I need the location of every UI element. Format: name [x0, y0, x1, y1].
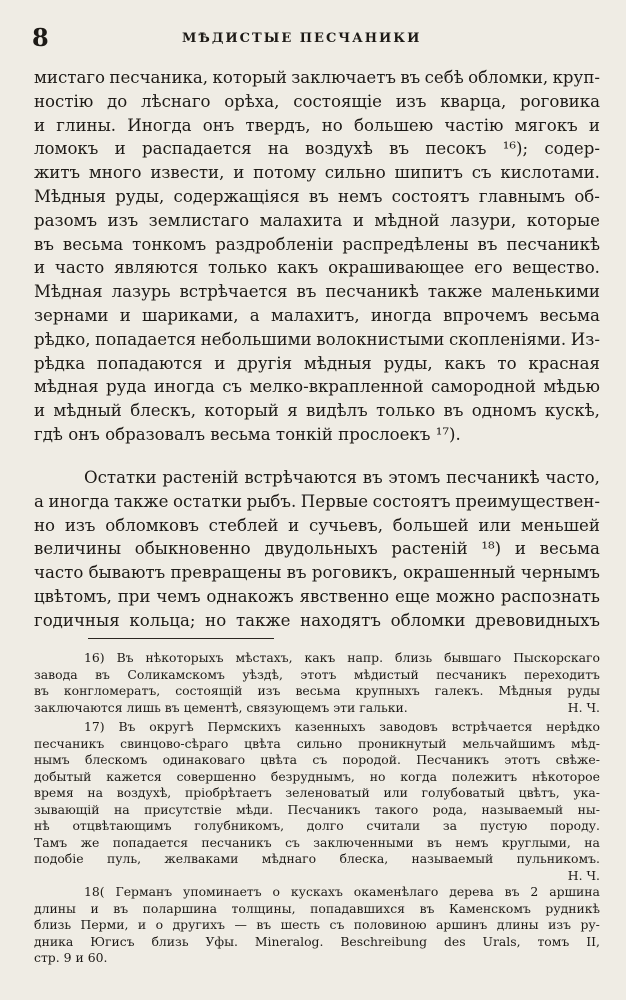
- text-line: ностію до лѣснаго орѣха, состоящіе изъ кварца, роговика: [34, 91, 600, 111]
- footnote-line: добытый кажется совершенно безруднымъ, но когда полежитъ нѣкоторое: [34, 768, 600, 784]
- footnote-line: стр. 9 и 60.: [34, 950, 108, 965]
- text-line: ломокъ и распадается на воздухѣ въ песокъ ¹⁶); содер-: [34, 139, 600, 159]
- footnote-line: зывающій на присутствіе мѣди. Песчаникъ такого рода, называемый ны-: [34, 801, 600, 817]
- text-line: мистаго песчаника, который заключаетъ въ себѣ обломки, круп-: [34, 68, 600, 87]
- text-line: житъ много извести, и потому сильно шипитъ съ кислотами.: [34, 163, 600, 183]
- footnote-signature: Н. Ч.: [567, 699, 600, 715]
- page-number: 8: [32, 23, 49, 52]
- footnote-separator: [88, 638, 274, 639]
- text-line: Остатки растеній встрѣчаются въ этомъ песчаникѣ часто,: [84, 468, 600, 487]
- footnote-line: 16) Въ нѣкоторыхъ мѣстахъ, какъ напр. близь бывшаго Пыскорскаго: [84, 650, 600, 665]
- text-line: и глины. Иногда онъ твердъ, но большею частію мягокъ и: [34, 115, 600, 135]
- footnote-line: 18( Германъ упоминаетъ о кускахъ окаменѣлаго дерева въ 2 аршина: [84, 884, 600, 899]
- text-line: Мѣдныя руды, содержащіяся въ немъ состоятъ главнымъ об-: [34, 186, 600, 206]
- footnote-16: [34, 650, 600, 716]
- footnote-line: дника Югисъ близь Уфы. Mineralog. Beschreibung des Urals, томъ II,: [34, 933, 600, 949]
- footnote-signature: Н. Ч.: [567, 867, 600, 883]
- footnote-line: время на воздухѣ, пріобрѣтаетъ зеленоватый или голубоватый цвѣтъ, ука-: [34, 785, 600, 800]
- text-line: часто бываютъ превращены въ роговикъ, окрашенный чернымъ: [34, 563, 600, 583]
- body-paragraph-1: [34, 66, 600, 447]
- footnote-line: Тамъ же попадается песчаникъ съ заключенными въ немъ круглыми, на: [34, 834, 600, 850]
- text-line: зернами и шариками, а малахитъ, иногда впрочемъ весьма: [34, 305, 600, 325]
- body-paragraph-2: [34, 466, 600, 633]
- text-line: но изъ обломковъ стеблей и сучьевъ, большей или меньшей: [34, 515, 600, 535]
- footnote-line: [34, 868, 600, 885]
- footnote-line: [34, 700, 600, 717]
- text-line: величины обыкновенно двудольныхъ растеній ¹⁸) и весьма: [34, 539, 600, 559]
- text-line: годичныя кольца; но также находятъ обломки древовидныхъ: [34, 610, 600, 630]
- text-line: мѣдная руда иногда съ мелко-вкрапленной самородной мѣдью: [34, 377, 600, 397]
- running-title: МѢДИСТЫЕ ПЕСЧАНИКИ: [182, 31, 422, 46]
- page-header: [32, 24, 598, 52]
- footnote-line: 17) Въ округѣ Пермскихъ казенныхъ заводовъ встрѣчается нерѣдко: [84, 719, 600, 734]
- footnote-line: длины и въ поларшина толщины, попадавшихся въ Каменскомъ рудникѣ: [34, 900, 600, 916]
- text-line: разомъ изъ землистаго малахита и мѣдной лазури, которые: [34, 210, 600, 230]
- text-line: рѣдко, попадается небольшими волокнистыми скопленіями. Из-: [34, 329, 600, 349]
- text-line: и мѣдный блескъ, который я видѣлъ только въ одномъ кускѣ,: [34, 401, 600, 421]
- text-line: гдѣ онъ образовалъ весьма тонкій прослоекъ ¹⁷).: [34, 424, 461, 444]
- footnote-line: подобіе пуль, желваками мѣднаго блеска, называемый пульникомъ.: [34, 851, 600, 866]
- footnote-text: заключаются лишь въ цементѣ, связующемъ эти гальки.: [34, 699, 408, 715]
- footnote-line: нымъ блескомъ одинаковаго цвѣта съ породой. Песчаникъ этотъ свѣже-: [34, 752, 600, 767]
- text-line: а иногда также остатки рыбъ. Первые состоятъ преимуществен-: [34, 491, 600, 511]
- text-line: въ весьма тонкомъ раздробленіи распредѣлены въ песчаникѣ: [34, 234, 600, 254]
- footnote-18: [34, 884, 600, 967]
- footnote-line: въ конгломератъ, состоящій изъ весьма крупныхъ галекъ. Мѣдныя руды: [34, 683, 600, 698]
- text-line: рѣдка попадаются и другія мѣдныя руды, какъ то красная: [34, 353, 600, 373]
- footnote-line: близь Перми, и о другихъ — въ шесть съ половиною аршинъ длины изъ ру-: [34, 917, 600, 932]
- text-line: и часто являются только какъ окрашивающее его вещество.: [34, 258, 600, 278]
- text-line: цвѣтомъ, при чемъ однакожъ явственно еще можно распознать: [34, 586, 600, 606]
- footnote-line: завода въ Соликамскомъ уѣздѣ, этотъ мѣдистый песчаникъ переходитъ: [34, 666, 600, 682]
- text-line: Мѣдная лазурь встрѣчается въ песчаникѣ также маленькими: [34, 282, 600, 302]
- footnote-line: нѣ отцвѣтающимъ голубникомъ, долго считали за пустую породу.: [34, 818, 600, 833]
- footnote-17: [34, 719, 600, 884]
- footnote-line: песчаникъ свинцово-сѣраго цвѣта сильно проникнутый мельчайшимъ мѣд-: [34, 735, 600, 751]
